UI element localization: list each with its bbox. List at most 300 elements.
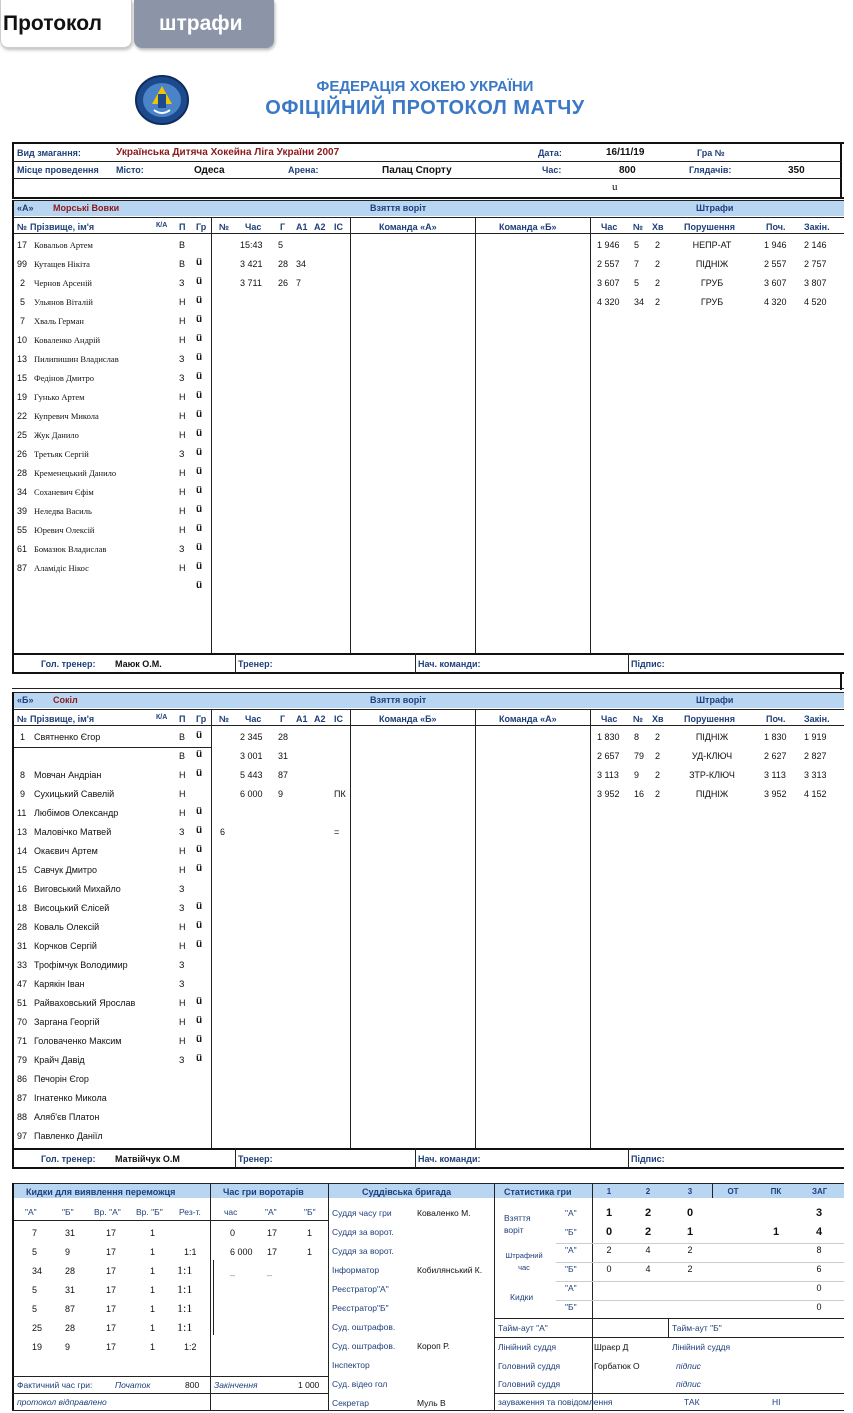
summary-divider (712, 1183, 713, 1198)
player-check: ü (196, 542, 203, 553)
shootout-cell: 28 (65, 1266, 76, 1276)
summary-divider (328, 1183, 329, 1411)
stats-period-header: 1 (606, 1187, 612, 1196)
stats-period-header: ЗАГ (812, 1187, 828, 1196)
section-gap-line (12, 688, 844, 689)
head-coach-label: Гол. тренер: (41, 1154, 96, 1164)
city-label: Місто: (116, 165, 144, 175)
stats-value: 1 (605, 1207, 613, 1219)
col-pen-viol: Порушення (684, 222, 735, 232)
tab-penalties[interactable] (134, 0, 274, 48)
goalie-cell: _ (230, 1266, 236, 1276)
player-name: Окаєвич Артем (34, 846, 98, 856)
stats-value: 2 (644, 1207, 652, 1219)
penalty-violation: ГРУБ (700, 278, 724, 288)
penalty-end: 2 146 (804, 240, 827, 250)
page-title: ОФІЦІЙНИЙ ПРОТОКОЛ МАТЧУ (265, 97, 585, 119)
shootout-cell: 31 (65, 1228, 76, 1238)
footer-divider (628, 653, 629, 673)
player-number: 16 (17, 884, 28, 894)
head-coach-name: Маюк О.М. (115, 659, 162, 669)
penalty-violation: НЕПР-АТ (692, 240, 732, 250)
shootout-cell: 9 (65, 1342, 71, 1352)
grid-line (590, 217, 591, 653)
goal-time: 3 001 (240, 751, 263, 761)
player-position: Н (179, 297, 186, 307)
player-position: З (179, 884, 185, 894)
col-team-a: Команда «Б» (379, 714, 437, 724)
shootout-header-line (14, 1220, 328, 1221)
player-number: 25 (17, 430, 28, 440)
player-name: Сухицький Савелій (34, 789, 115, 799)
captain-underline (14, 747, 211, 748)
player-name: Заргана Георгій (34, 1017, 100, 1027)
line-ref-a-name: Шраєр Д (594, 1342, 629, 1352)
line-ref-label: Лінійний суддя (498, 1342, 557, 1352)
player-name: Головаченко Максим (34, 1036, 122, 1046)
player-check: ü (196, 409, 203, 420)
penalties-title: Штрафи (696, 695, 734, 705)
competition-value: Українська Дитяча Хокейна Ліга України 2007 (116, 147, 340, 158)
player-position: Н (179, 770, 186, 780)
penalty-player: 8 (634, 732, 640, 742)
stats-row-line (556, 1281, 844, 1282)
penalty-start: 2 627 (764, 751, 787, 761)
team-name: Сокіл (53, 695, 78, 705)
player-number: 13 (17, 354, 28, 364)
penalty-minutes: 2 (655, 751, 661, 761)
player-number: 9 (20, 789, 26, 799)
date-label: Дата: (538, 148, 562, 158)
grid-line (590, 709, 591, 1148)
col-goal-time: Час (245, 222, 262, 232)
player-number: 28 (17, 922, 28, 932)
col-no: № (17, 714, 28, 724)
tab-protocol[interactable] (0, 0, 132, 48)
player-name: Неледва Василь (34, 506, 92, 516)
player-position: Н (179, 563, 186, 573)
player-position: Н (179, 1036, 186, 1046)
player-name: Бомазюк Владислав (34, 544, 107, 554)
date-value: 16/11/19 (606, 147, 645, 158)
goal-time: 15:43 (240, 240, 263, 250)
player-name: Аламідіс Нікос (34, 563, 89, 573)
col-pen-min: Хв (652, 222, 664, 232)
penalty-player: 5 (634, 240, 640, 250)
footer-divider (628, 1148, 629, 1168)
player-name: Крайч Давід (34, 1055, 85, 1065)
player-check: ü (196, 1034, 203, 1045)
trainer-label: Тренер: (238, 1154, 273, 1164)
stats-period-header: 3 (687, 1187, 693, 1196)
player-check: ü (196, 257, 203, 268)
player-number: 7 (20, 316, 26, 326)
player-number: 55 (17, 525, 28, 535)
player-check: ü (196, 939, 203, 950)
goalie-cell: 6 000 (230, 1247, 253, 1257)
player-check: ü (196, 523, 203, 534)
team-tag: «Б» (17, 695, 34, 705)
shootout-cell: 1 (150, 1285, 156, 1295)
stats-team: "А" (565, 1208, 577, 1218)
stats-value: 1 (772, 1226, 780, 1238)
shootout-cell: 5 (32, 1285, 38, 1295)
remarks-no: НІ (772, 1397, 781, 1407)
shootout-cell: 87 (65, 1304, 76, 1314)
player-name: Святненко Єгор (34, 732, 101, 742)
player-number: 10 (17, 335, 28, 345)
stats-team: "Б" (565, 1264, 577, 1274)
shootout-cell: 17 (106, 1285, 117, 1295)
player-number: 87 (17, 1093, 28, 1103)
penalty-violation: ПІДНІЖ (695, 789, 729, 799)
player-number: 17 (17, 240, 28, 250)
player-name: Корчков Сергій (34, 941, 97, 951)
stats-team: "А" (565, 1245, 577, 1255)
goal-time: 3 711 (240, 278, 262, 288)
shootout-col-header: Вр. "Б" (136, 1207, 163, 1217)
player-number: 86 (17, 1074, 28, 1084)
penalty-time: 1 946 (597, 240, 620, 250)
main-ref-name: Горбатюк О (594, 1361, 640, 1371)
player-position: Н (179, 392, 186, 402)
stats-value: 1 (686, 1226, 694, 1238)
player-position: Н (179, 335, 186, 345)
shootout-cell: 1 (150, 1304, 156, 1314)
player-name: Коваль Олексій (34, 922, 100, 932)
col-is: ІС (334, 714, 343, 724)
player-check: ü (196, 504, 203, 515)
remarks-line (494, 1393, 844, 1394)
shootout-cell: 1 (150, 1228, 156, 1238)
player-number: 79 (17, 1055, 28, 1065)
referee-role: Інспектор (332, 1360, 370, 1370)
goal-assist-1: 34 (296, 259, 307, 269)
referee-role: Суд. відео гол (332, 1379, 388, 1389)
penalty-violation: ЗТР-КЛЮЧ (689, 770, 735, 780)
player-check: ü (196, 580, 203, 591)
team-a-section (0, 200, 853, 680)
actual-time-line (12, 1376, 328, 1377)
player-number: 13 (17, 827, 28, 837)
stats-value: 2 (644, 1226, 652, 1238)
player-name: Пилипишин Владислав (34, 354, 119, 364)
actual-time-start-label: Початок (115, 1380, 151, 1390)
player-name: Райваховський Ярослав (34, 998, 136, 1008)
player-name: Маловічко Матвей (34, 827, 112, 837)
col-ka: К/А (156, 222, 168, 229)
goal-time: 2 345 (240, 732, 263, 742)
penalty-time: 4 320 (597, 297, 620, 307)
player-name: Ковальов Артем (34, 240, 93, 250)
stats-team: "Б" (565, 1302, 577, 1312)
penalty-end: 2 757 (804, 259, 827, 269)
summary-divider (592, 1183, 593, 1411)
goal-time: 5 443 (240, 770, 263, 780)
penalty-time: 3 607 (597, 278, 620, 288)
goal-number: 6 (220, 827, 226, 837)
stats-row-line (556, 1262, 844, 1263)
player-name: Юревич Олексій (34, 525, 95, 535)
player-check: ü (196, 352, 203, 363)
player-name: Аляб'єв Платон (34, 1112, 100, 1122)
shootout-cell: 17 (106, 1228, 117, 1238)
penalty-start: 3 113 (764, 770, 786, 780)
player-name: Кременецький Данило (34, 468, 117, 478)
player-name: Трофімчук Володимир (34, 960, 128, 970)
col-pen-start: Поч. (766, 222, 786, 232)
arena-value: Палац Спорту (382, 165, 452, 176)
shootout-cell: 1 (150, 1342, 156, 1352)
col-pen-end: Закін. (804, 714, 830, 724)
penalty-start: 1 830 (764, 732, 787, 742)
penalty-violation: УД-КЛЮЧ (691, 751, 733, 761)
goals-title: Взяття воріт (370, 695, 427, 705)
referee-role: Суддя за ворот. (332, 1227, 394, 1237)
player-number: 15 (17, 865, 28, 875)
col-pen-min: Хв (652, 714, 664, 724)
player-check: ü (196, 825, 203, 836)
stats-value: 2 (687, 1264, 693, 1274)
stats-penalty-label: Штрафний час (505, 1251, 543, 1272)
player-name: Мовчан Андріан (34, 770, 102, 780)
player-number: 14 (17, 846, 28, 856)
player-name: Савчук Дмитро (34, 865, 98, 875)
col-gr: Гр (196, 714, 207, 724)
penalty-player: 9 (634, 770, 640, 780)
shootout-cell: 17 (106, 1266, 117, 1276)
info-extra: u (612, 181, 618, 193)
player-check: ü (196, 447, 203, 458)
footer-divider (235, 1148, 236, 1168)
player-number: 97 (17, 1131, 28, 1141)
team-footer-line (12, 1148, 844, 1150)
stats-row-line (556, 1300, 844, 1301)
team-footer-bottom (12, 1167, 844, 1169)
goal-scorer: 9 (278, 789, 284, 799)
stats-value: 0 (686, 1207, 694, 1219)
player-position: З (179, 354, 185, 364)
timeout-a-label: Тайм-аут "А" (498, 1323, 548, 1333)
player-position: В (179, 259, 186, 269)
player-check: ü (196, 466, 203, 477)
player-name: Чернов Арсеній (34, 278, 92, 288)
penalty-end: 2 827 (804, 751, 827, 761)
stats-value: 4 (815, 1226, 823, 1238)
col-name: Прізвище, ім'я (30, 222, 95, 232)
col-g: Г (280, 222, 286, 232)
player-name: Гунько Артем (34, 392, 85, 402)
shootout-cell: 28 (65, 1323, 76, 1333)
grid-line (475, 709, 476, 1148)
player-name: Федінов Дмитро (34, 373, 95, 383)
player-number: 31 (17, 941, 28, 951)
penalty-minutes: 2 (655, 278, 661, 288)
col-a1: А1 (296, 714, 308, 724)
player-number: 11 (17, 808, 27, 818)
shootout-cell: 5 (32, 1247, 38, 1257)
stats-value: 3 (815, 1207, 823, 1219)
summary-section (0, 1180, 853, 1413)
team-chief-label: Нач. команди: (418, 1154, 481, 1164)
player-number: 47 (17, 979, 28, 989)
summary-divider (494, 1183, 495, 1411)
team-b-section (0, 692, 853, 1172)
player-name: Коваленко Андрій (34, 335, 101, 345)
player-number: 18 (17, 903, 28, 913)
player-number: 5 (20, 297, 26, 307)
player-check: ü (196, 920, 203, 931)
player-check: ü (196, 371, 203, 382)
shootout-cell: 17 (106, 1304, 117, 1314)
right-border-a (840, 674, 842, 690)
line-ref-b-label: Лінійний суддя (672, 1342, 731, 1352)
team-footer-line (12, 653, 844, 655)
goalie-cell: 0 (230, 1228, 236, 1238)
referee-role: Секретар (332, 1398, 370, 1408)
goalie-col-header: "Б" (304, 1207, 316, 1217)
player-check: ü (196, 1015, 203, 1026)
player-position: З (179, 960, 185, 970)
player-position: З (179, 278, 185, 288)
timeout-b-label: Тайм-аут "Б" (672, 1323, 722, 1333)
player-name: Третьяк Сергій (34, 449, 89, 459)
player-number: 28 (17, 468, 28, 478)
col-p: П (179, 714, 186, 724)
penalty-minutes: 2 (655, 297, 661, 307)
goal-situation: = (334, 827, 340, 837)
player-name: Ульянов Віталій (34, 297, 93, 307)
player-number: 34 (17, 487, 28, 497)
player-position: З (179, 979, 185, 989)
goalie-col-header: "А" (265, 1207, 277, 1217)
penalty-time: 3 952 (597, 789, 620, 799)
signature-label: Підпис: (631, 659, 665, 669)
player-check: ü (196, 844, 203, 855)
stats-value: 4 (645, 1264, 651, 1274)
referee-role: Інформатор (332, 1265, 380, 1275)
player-position: Н (179, 846, 186, 856)
referee-role: Суд. оштрафов. (332, 1322, 396, 1332)
grid-line (211, 709, 212, 1148)
goalie-cell: _ (267, 1266, 273, 1276)
player-name: Карякін Іван (34, 979, 85, 989)
footer-divider (415, 653, 416, 673)
col-goal-no: № (219, 222, 230, 232)
referee-name: Кобилянський К. (417, 1265, 483, 1275)
shootout-cell: 1 (150, 1266, 156, 1276)
col-gr: Гр (196, 222, 207, 232)
player-position: Н (179, 316, 186, 326)
player-check: ü (196, 276, 203, 287)
goal-scorer: 28 (278, 259, 289, 269)
player-number: 26 (17, 449, 28, 459)
grid-line (350, 217, 351, 653)
place-label: Місце проведення (17, 165, 99, 175)
stats-period-header: ПК (770, 1187, 782, 1196)
team-chief-label: Нач. команди: (418, 659, 481, 669)
penalty-player: 7 (634, 259, 640, 269)
shootout-cell: 1:1 (184, 1247, 197, 1257)
player-number: 8 (20, 770, 26, 780)
penalty-end: 4 152 (804, 789, 827, 799)
penalty-time: 2 557 (597, 259, 620, 269)
game-no-label: Гра № (697, 148, 725, 158)
shootout-cell: 1 (150, 1247, 156, 1257)
player-name: Печорін Єгор (34, 1074, 89, 1084)
player-position: З (179, 827, 185, 837)
main-ref2-sign: підпис (676, 1379, 701, 1389)
player-check: ü (196, 295, 203, 306)
time-label: Час: (542, 165, 562, 175)
player-name: Ігнатенко Микола (34, 1093, 107, 1103)
player-position: В (179, 751, 186, 761)
penalty-minutes: 2 (655, 259, 661, 269)
player-number: 61 (17, 544, 28, 554)
shootout-cell: 9 (65, 1247, 71, 1257)
footer-divider (235, 653, 236, 673)
shootout-col-header: "А" (25, 1207, 37, 1217)
penalty-player: 79 (634, 751, 645, 761)
stats-period-header: ОТ (727, 1187, 739, 1196)
goal-situation: ПК (334, 789, 346, 799)
player-check: ü (196, 768, 203, 779)
col-g: Г (280, 714, 286, 724)
player-name: Любімов Олександр (34, 808, 119, 818)
goal-scorer: 31 (278, 751, 289, 761)
player-position: З (179, 544, 185, 554)
penalty-minutes: 2 (655, 770, 661, 780)
player-check: ü (196, 863, 203, 874)
goalie-cell: 1 (307, 1228, 313, 1238)
col-pen-time: Час (601, 714, 618, 724)
goal-assist-1: 7 (296, 278, 302, 288)
stats-title: Статистика гри (504, 1187, 572, 1197)
goal-scorer: 87 (278, 770, 289, 780)
col-ka: К/А (156, 714, 168, 721)
stats-value: 2 (606, 1245, 612, 1255)
referee-role: Реєстратор"Б" (332, 1303, 389, 1313)
player-position: Н (179, 808, 186, 818)
player-number: 99 (17, 259, 28, 269)
team-footer-bottom (12, 672, 844, 674)
shootout-cell: 19 (32, 1342, 43, 1352)
goalie-cell: 17 (267, 1247, 278, 1257)
shootout-cell: 1:2 (184, 1342, 197, 1352)
actual-time-end: 1 000 (298, 1380, 320, 1390)
stats-value: 6 (816, 1264, 822, 1274)
shootout-col-header: "Б" (62, 1207, 74, 1217)
referee-role: Суд. оштрафов. (332, 1341, 396, 1351)
main-ref-label: Головний суддя (498, 1361, 561, 1371)
player-check: ü (196, 428, 203, 439)
penalties-title: Штрафи (696, 203, 734, 213)
player-position: Н (179, 865, 186, 875)
penalty-start: 3 952 (764, 789, 787, 799)
player-name: Кутащев Нікіта (34, 259, 90, 269)
player-position: В (179, 240, 186, 250)
shootout-cell: 1 (150, 1323, 156, 1333)
player-check: ü (196, 561, 203, 572)
penalty-minutes: 2 (655, 240, 661, 250)
left-border (12, 200, 14, 673)
referee-name: Муль В (417, 1398, 446, 1408)
player-name: Жук Данило (34, 430, 79, 440)
penalty-violation: ПІДНІЖ (695, 732, 729, 742)
penalty-violation: ГРУБ (700, 297, 724, 307)
shootout-cell: 34 (32, 1266, 43, 1276)
player-check: ü (196, 1053, 203, 1064)
